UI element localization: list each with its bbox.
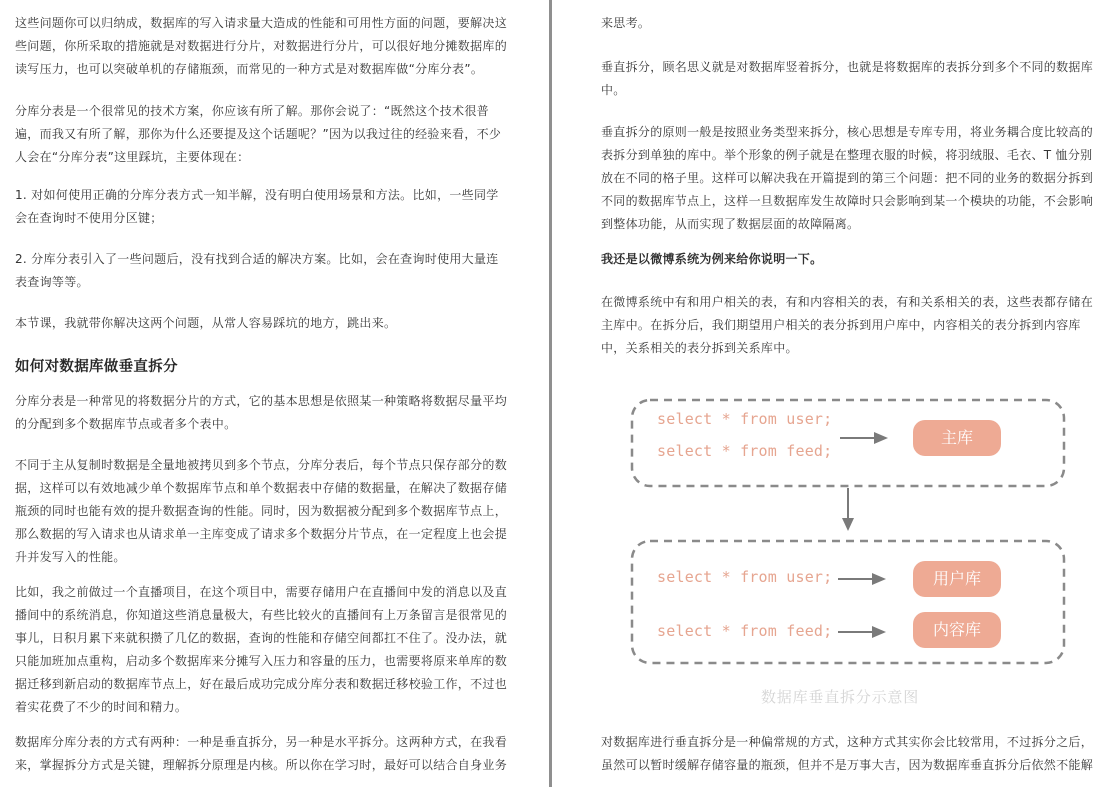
content-db-box: 内容库 <box>913 612 1001 648</box>
bottom-dashed-group <box>632 541 1064 663</box>
arrows <box>838 432 888 638</box>
text-line: 那么数据的写入请求也从请求单一主库变成了请求多个数据分片节点，在一定程度上也会提 <box>15 527 508 541</box>
text-line: 虽然可以暂时缓解存储容量的瓶颈，但并不是万事大吉，因为数据库垂直拆分后依然不能解 <box>601 758 1094 772</box>
paragraph <box>15 12 515 81</box>
text-line: 播间中的系统消息，你知道这些消息量极大，有些比较火的直播间有上万条留言是很常见的 <box>15 608 508 622</box>
page-divider[interactable] <box>547 0 556 787</box>
text-line: 中。 <box>601 83 626 97</box>
text-line: 些问题，你所采取的措施就是对数据进行分片，对数据进行分片，可以很好地分摊数据库的 <box>15 39 508 53</box>
text-line: 表拆分到单独的库中。举个形象的例子就是在整理衣服的时候，将羽绒服、毛衣、T 恤分别 <box>601 148 1093 162</box>
text-line: 瓶颈的同时也能有效的提升数据查询的性能。同时，因为数据被分配到多个数据库节点上， <box>15 504 508 518</box>
text-line: 的分配到多个数据库节点或者多个表中。 <box>15 417 237 431</box>
text-line: 在微博系统中有和用户相关的表，有和内容相关的表，有和关系相关的表，这些表都存储在 <box>601 295 1094 309</box>
text-line: 数据库分库分表的方式有两种：一种是垂直拆分，另一种是水平拆分。这两种方式，在我看 <box>15 735 508 749</box>
section-heading: 如何对数据库做垂直拆分 <box>15 359 178 375</box>
text-line: 这些问题你可以归纳成，数据库的写入请求量大造成的性能和可用性方面的问题，要解决这 <box>15 16 508 30</box>
text-line: 分库分表是一个很常见的技术方案，你应该有所了解。那你会说了：“既然这个技术很普 <box>15 104 489 118</box>
text-line: 据，这样可以有效地减少单个数据库节点和单个数据表中存储的数据量，在解决了数据存储 <box>15 481 508 495</box>
text-line: 来，掌握拆分方式是关键，理解拆分原理是内核。所以你在学习时，最好可以结合自身业务 <box>15 758 508 772</box>
text-line: 来思考。 <box>601 16 651 30</box>
divider-bar <box>549 0 552 787</box>
text-line: 读写压力，也可以突破单机的存储瓶颈，而常见的一种方式是对数据库做“分库分表”。 <box>15 62 484 76</box>
diagram-graphics <box>556 0 1114 787</box>
text-line: 垂直拆分，顾名思义就是对数据库竖着拆分，也就是将数据库的表拆分到多个不同的数据库 <box>601 60 1094 74</box>
paragraph <box>15 100 515 169</box>
text-line: 2. 分库分表引入了一些问题后，没有找到合适的解决方案。比如，会在查询时使用大量连 <box>15 252 499 266</box>
text-line: 不同的数据库节点上，这样一旦数据库发生故障时只会影响到某一个模块的功能，不会影响 <box>601 194 1094 208</box>
main-db-box: 主库 <box>913 420 1001 456</box>
text-line: 遍，而我又有所了解，那你为什么还要提及这个话题呢？”因为以我过往的经验来看，不少 <box>15 127 502 141</box>
right-page <box>556 0 1114 787</box>
paragraph <box>15 390 515 436</box>
arrow-head <box>874 432 888 444</box>
text-line: 我还是以微博系统为例来给你说明一下。 <box>601 252 823 266</box>
text-line: 放在不同的格子里。这样可以解决我在开篇提到的第三个问题：把不同的业务的数据分拆到 <box>601 171 1094 185</box>
text-line: 1. 对如何使用正确的分库分表方式一知半解，没有明白使用场景和方法。比如，一些同学 <box>15 188 499 202</box>
paragraph <box>15 581 515 719</box>
text-line: 垂直拆分的原则一般是按照业务类型来拆分，核心思想是专库专用，将业务耦合度比较高的 <box>601 125 1094 139</box>
paragraph <box>15 184 515 230</box>
paragraph <box>15 454 515 569</box>
sql-statement: select * from user; <box>657 410 833 428</box>
text-line: 据迁移到新启动的数据库节点上，好在最后成功完成分库分表和数据迁移校验工作，不过也 <box>15 677 508 691</box>
text-line: 表查询等等。 <box>15 275 89 289</box>
paragraph <box>15 731 515 777</box>
text-line: 事儿，日积月累下来就积攒了几亿的数据，查询的性能和存储空间都扛不住了。没办法，就 <box>15 631 508 645</box>
text-line: 不同于主从复制时数据是全量地被拷贝到多个节点，分库分表后，每个节点只保存部分的数 <box>15 458 508 472</box>
text-line: 分库分表是一种常见的将数据分片的方式，它的基本思想是依照某一种策略将数据尽量平均 <box>15 394 508 408</box>
text-line: 对数据库进行垂直拆分是一种偏常规的方式，这种方式其实你会比较常用，不过拆分之后， <box>601 735 1094 749</box>
text-line: 人会在“分库分表”这里踩坑，主要体现在： <box>15 150 250 164</box>
text-line: 只能加班加点重构，启动多个数据库来分摊写入压力和容量的压力，也需要将原来单库的数 <box>15 654 508 668</box>
user-db-box: 用户库 <box>913 561 1001 597</box>
diagram-caption: 数据库垂直拆分示意图 <box>761 688 920 706</box>
paragraph <box>601 731 1101 777</box>
arrow-head <box>872 573 886 585</box>
text-line: 着实花费了不少的时间和精力。 <box>15 700 188 714</box>
text-line: 会在查询时不使用分区键； <box>15 211 163 225</box>
sql-statement: select * from user; <box>657 568 833 586</box>
paragraph <box>15 248 515 294</box>
text-line: 本节课，我就带你解决这两个问题，从常人容易踩坑的地方，跳出来。 <box>15 316 397 330</box>
text-line: 中，关系相关的表分拆到关系库中。 <box>601 341 798 355</box>
sql-statement: select * from feed; <box>657 622 833 640</box>
arrow-head <box>842 518 854 531</box>
text-line: 比如，我之前做过一个直播项目，在这个项目中，需要存储用户在直播间中发的消息以及直 <box>15 585 508 599</box>
sql-statement: select * from feed; <box>657 442 833 460</box>
paragraph <box>15 312 515 335</box>
text-line: 到整体功能，从而实现了数据层面的故障隔离。 <box>601 217 860 231</box>
arrow-head <box>872 626 886 638</box>
left-page <box>0 0 547 787</box>
text-line: 主库中。在拆分后，我们期望用户相关的表分拆到用户库中，内容相关的表分拆到内容库 <box>601 318 1081 332</box>
text-line: 升并发写入的性能。 <box>15 550 126 564</box>
